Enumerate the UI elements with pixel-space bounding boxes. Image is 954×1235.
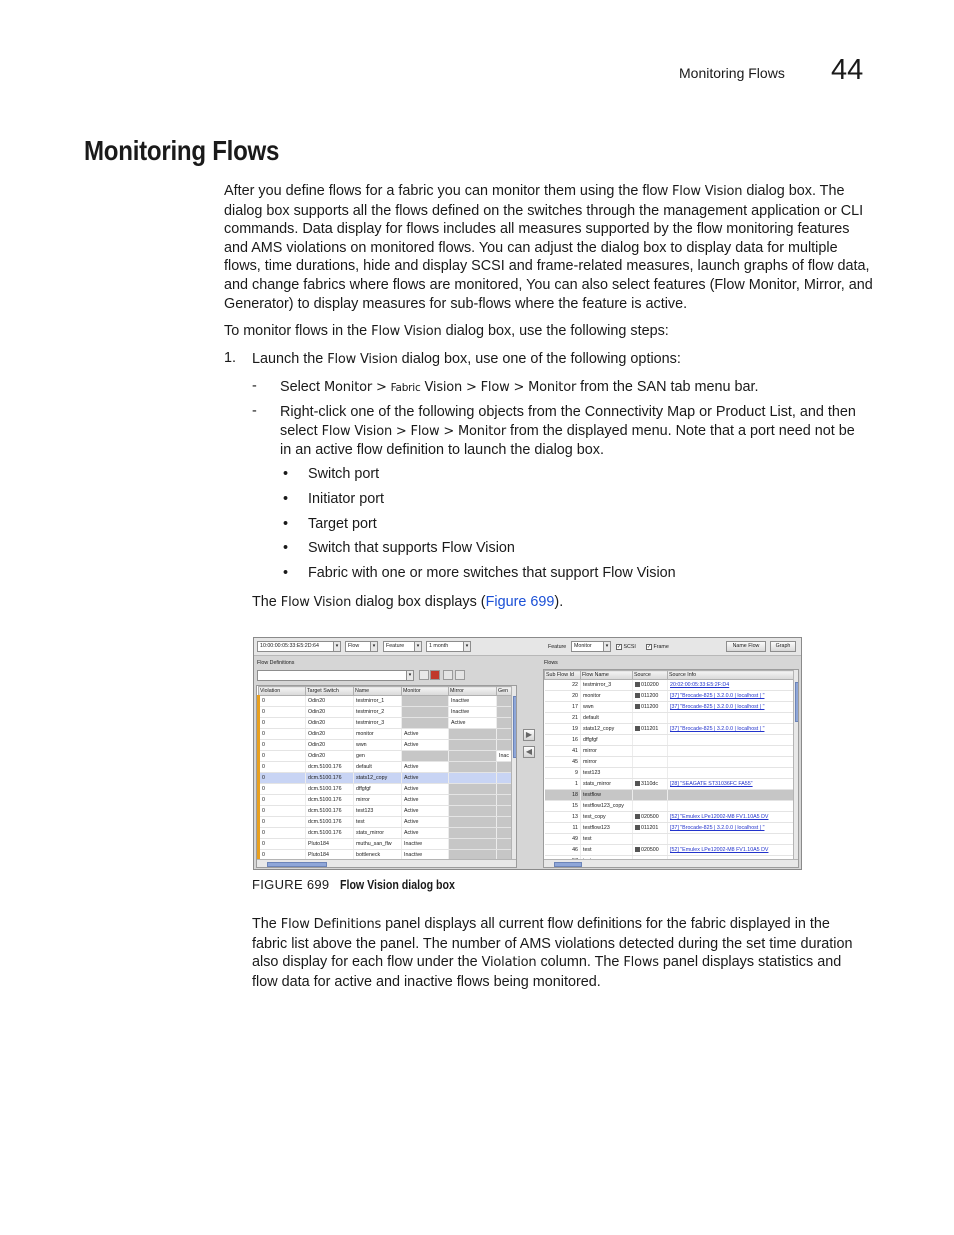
table-row[interactable]: 0 Odin20 wwn Active <box>259 740 513 751</box>
fabric-select[interactable]: 10:00:00:05:33:E5:2D:64 ▾ <box>257 641 341 652</box>
cell-text: 49 <box>572 836 578 842</box>
device-icon <box>635 726 640 731</box>
table-row[interactable] <box>545 845 794 856</box>
bullet-icon: • <box>283 516 289 532</box>
table-cell <box>633 845 668 856</box>
edit-icon[interactable] <box>419 670 429 680</box>
table-row-selected[interactable]: 0 dcm.5100.176 stats12_copy Active <box>259 773 513 784</box>
chevron-down-icon: ▾ <box>463 642 470 651</box>
table-row[interactable]: 0 dcm.5100.176 test123 Active <box>259 806 513 817</box>
vertical-scrollbar[interactable] <box>511 686 517 859</box>
move-up-icon[interactable] <box>443 670 453 680</box>
table-cell <box>581 757 633 768</box>
table-cell <box>581 702 633 713</box>
table-cell <box>581 713 633 724</box>
bullet-icon: • <box>283 565 289 581</box>
cell-text: wwn <box>583 704 594 710</box>
scrollbar-thumb[interactable] <box>513 696 517 758</box>
source-info-link[interactable]: [52] "Emulex LPe12002-M8 FV1.10A5 DV <box>670 814 769 820</box>
table-row[interactable] <box>545 768 794 779</box>
table-cell <box>633 735 668 746</box>
cell-text: 21 <box>572 715 578 721</box>
cell-text: 9 <box>575 770 578 776</box>
table-cell <box>633 724 668 735</box>
horizontal-scrollbar[interactable] <box>544 859 799 868</box>
flow-select[interactable]: Flow ▾ <box>345 641 378 652</box>
table-cell <box>633 834 668 845</box>
source-info-link[interactable]: [28] "SEAGATE ST31036FC FA55" <box>670 781 753 787</box>
step-number: 1. <box>224 350 237 366</box>
table-cell <box>545 779 581 790</box>
check-icon: ✓ <box>647 643 652 650</box>
table-cell <box>668 845 794 856</box>
scsi-checkbox[interactable]: ✓ SCSI <box>617 643 636 650</box>
table-row[interactable]: 0 Odin20 monitor Active <box>259 729 513 740</box>
table-cell <box>581 735 633 746</box>
table-row[interactable] <box>545 713 794 724</box>
option-dash: - <box>252 378 257 394</box>
table-row[interactable]: 0 Odin20 gen Inac <box>259 751 513 762</box>
bullet-item: Initiator port <box>308 491 384 507</box>
cell-text: 17 <box>572 704 578 710</box>
running-header-section: Monitoring Flows <box>679 65 785 81</box>
table-row[interactable]: 0 dcm.5100.176 stats_mirror Active <box>259 828 513 839</box>
table-cell <box>633 713 668 724</box>
flows-title: Flows <box>544 660 558 666</box>
table-cell <box>581 845 633 856</box>
table-row[interactable]: 0 Odin20 testmirror_2 Inactive <box>259 707 513 718</box>
intro-paragraph: After you define flows for a fabric you can monitor them using the flow Flow Vision dialog box. The dialog box supports all the flows defined on the switches through the management application or CLI commands. Data display for flows includes all measures supported by the flow monitoring features and AMS violations on monitored flows. You can adjust the dialog box to display data for multiple flows, time durations, hide and display SCSI and frame-related measures, launch graphs of flow data, and change fabrics where flows are monitored, You can also select features (Flow Monitor, Mirror, and Generator) to display measures for sub-flows where the feature is active. <box>224 183 873 312</box>
table-header-row <box>259 687 513 696</box>
table-cell <box>581 812 633 823</box>
table-cell <box>668 724 794 735</box>
table-cell <box>581 724 633 735</box>
cell-text: 011200 <box>641 704 659 710</box>
dialog-toolbar <box>254 638 801 656</box>
cell-text: 45 <box>572 759 578 765</box>
column-header[interactable]: Target Switch <box>306 687 354 696</box>
cell-text: 19 <box>572 726 578 732</box>
table-cell <box>668 735 794 746</box>
cell-text: 020500 <box>641 814 659 820</box>
source-info-link[interactable]: [37] "Brocade-825 | 3.2.0.0 | localhost | " <box>670 704 765 710</box>
cell-text: 1 <box>575 781 578 787</box>
column-header[interactable]: Name <box>354 687 402 696</box>
cell-text: 011201 <box>641 825 659 831</box>
table-row[interactable] <box>545 757 794 768</box>
cell-text: 020500 <box>641 847 659 853</box>
cell-text: 3110dc <box>641 781 658 787</box>
source-info-link[interactable]: [52] "Emulex LPe12002-M8 FV1.10A5 DV <box>670 847 769 853</box>
cell-text: stats_mirror <box>583 781 611 787</box>
cell-text: 46 <box>572 847 578 853</box>
table-row[interactable]: 0 Pluto184 muthu_san_flw Inactive <box>259 839 513 850</box>
cell-text: testmirror_3 <box>583 682 612 688</box>
table-cell <box>668 790 794 801</box>
feature-value-select[interactable]: Monitor ▾ <box>571 641 611 652</box>
table-row[interactable]: 0 Odin20 testmirror_1 Inactive <box>259 696 513 707</box>
chevron-down-icon: ▾ <box>370 642 377 651</box>
table-row[interactable]: 0 dcm.5100.176 default Active <box>259 762 513 773</box>
cell-text: test123 <box>583 770 601 776</box>
cell-text: 20 <box>572 693 578 699</box>
cell-text: mirror <box>583 759 597 765</box>
table-row[interactable]: 0 Odin20 testmirror_3 Active <box>259 718 513 729</box>
table-cell <box>581 746 633 757</box>
page-title: Monitoring Flows <box>84 135 280 166</box>
bullet-item: Switch port <box>308 466 380 482</box>
option-1-text: Select Monitor > Fabric Vision > Flow > Monitor from the SAN tab menu bar. <box>280 379 759 395</box>
cell-text: test <box>583 836 592 842</box>
move-right-button[interactable]: ▶ <box>523 729 535 741</box>
cell-text: 13 <box>572 814 578 820</box>
cell-text: 11 <box>572 825 578 831</box>
table-cell <box>581 801 633 812</box>
source-info-link[interactable]: [37] "Brocade-825 | 3.2.0.0 | localhost | " <box>670 693 765 699</box>
cell-text: 16 <box>572 737 578 743</box>
cell-text: dffgfgf <box>583 737 598 743</box>
device-icon <box>635 682 640 687</box>
table-row[interactable] <box>545 724 794 735</box>
cell-text: mirror <box>583 748 597 754</box>
table-row[interactable] <box>545 801 794 812</box>
table-row[interactable] <box>545 691 794 702</box>
figure-caption: FIGURE 699 Flow Vision dialog box <box>252 877 456 892</box>
graph-button[interactable]: Graph <box>770 641 796 652</box>
figure-reference-line: The Flow Vision dialog box displays (Figure 699). <box>252 594 564 610</box>
cell-text: 011200 <box>641 693 659 699</box>
table-cell <box>633 680 668 691</box>
cell-text: 010200 <box>641 682 659 688</box>
table-cell <box>545 691 581 702</box>
flow-definitions-table <box>256 685 517 868</box>
table-row[interactable] <box>545 790 794 801</box>
bullet-item: Switch that supports Flow Vision <box>308 540 515 556</box>
table-row[interactable] <box>545 834 794 845</box>
cell-text: testflow <box>583 792 601 798</box>
device-icon <box>635 693 640 698</box>
table-cell <box>545 680 581 691</box>
cell-text: 22 <box>572 682 578 688</box>
chevron-down-icon: ▾ <box>406 671 413 680</box>
table-row[interactable]: 0 dcm.5100.176 mirror Active <box>259 795 513 806</box>
table-cell <box>545 790 581 801</box>
table-row[interactable]: 0 dcm.5100.176 dffgfgf Active <box>259 784 513 795</box>
table-cell <box>668 691 794 702</box>
source-info-link[interactable]: 20:02:00:05:33:E5:2F:D4 <box>670 682 730 688</box>
column-header[interactable]: Mirror <box>449 687 497 696</box>
option-2-text: Right-click one of the following objects from the Connectivity Map or Product List, and then select Flow Vision > Flow > Monitor from the displayed menu. Note that a port need not be in an active flow definition to launch the dialog box. <box>280 404 856 459</box>
table-cell <box>581 680 633 691</box>
device-icon <box>635 814 640 819</box>
table-cell <box>633 746 668 757</box>
flows-table <box>543 669 799 868</box>
scrollbar-thumb[interactable] <box>267 862 327 867</box>
table-cell <box>545 757 581 768</box>
table-cell <box>545 746 581 757</box>
table-cell <box>545 812 581 823</box>
table-cell <box>545 735 581 746</box>
move-left-button[interactable]: ◀ <box>523 746 535 758</box>
table-cell <box>633 702 668 713</box>
table-cell <box>545 702 581 713</box>
table-cell <box>668 834 794 845</box>
table-row[interactable] <box>545 812 794 823</box>
table-cell <box>668 823 794 834</box>
feature-label: Feature <box>548 644 567 650</box>
after-paragraph: The Flow Definitions panel displays all current flow definitions for the fabric displayed in the fabric list above the panel. The number of AMS violations detected during the set time duration also display for each flow under the Violation column. The Flows panel displays statistics and flow data for active and inactive flows being monitored. <box>252 916 853 990</box>
table-cell <box>545 801 581 812</box>
table-row[interactable] <box>545 702 794 713</box>
cell-text: testflow123 <box>583 825 610 831</box>
table-row[interactable]: 0 Pluto184 bottleneck Inactive <box>259 850 513 861</box>
bullet-icon: • <box>283 491 289 507</box>
table-row[interactable] <box>545 680 794 691</box>
table-cell <box>545 768 581 779</box>
table-cell <box>545 845 581 856</box>
column-header[interactable]: Source Info <box>668 671 794 680</box>
steps-intro: To monitor flows in the Flow Vision dialog box, use the following steps: <box>224 323 669 339</box>
table-cell <box>668 746 794 757</box>
frame-checkbox[interactable]: ✓ Frame <box>647 643 669 650</box>
flow-definitions-title: Flow Definitions <box>257 660 295 666</box>
table-cell <box>581 768 633 779</box>
delete-icon[interactable] <box>430 670 440 680</box>
step-1-text: Launch the Flow Vision dialog box, use one of the following options: <box>252 351 681 367</box>
table-cell <box>668 768 794 779</box>
duration-select[interactable]: 1 month ▾ <box>426 641 471 652</box>
source-info-link[interactable]: [37] "Brocade-825 | 3.2.0.0 | localhost | " <box>670 825 765 831</box>
table-cell <box>668 702 794 713</box>
cell-text: testflow123_copy <box>583 803 624 809</box>
figure-link[interactable]: Figure 699 <box>485 594 555 610</box>
chevron-down-icon: ▾ <box>414 642 421 651</box>
table-cell <box>668 757 794 768</box>
bullet-icon: • <box>283 540 289 556</box>
scrollbar-thumb[interactable] <box>554 862 582 867</box>
table-cell <box>581 823 633 834</box>
vertical-scrollbar[interactable] <box>793 670 799 859</box>
table-cell <box>668 812 794 823</box>
column-header[interactable]: Flow Name <box>581 671 633 680</box>
chevron-down-icon: ▾ <box>603 642 610 651</box>
table-cell <box>668 713 794 724</box>
bullet-item: Target port <box>308 516 377 532</box>
table-row[interactable] <box>545 823 794 834</box>
cell-text: test_copy <box>583 814 606 820</box>
table-header-row <box>545 671 794 680</box>
cell-text: 18 <box>572 792 578 798</box>
table-cell <box>545 724 581 735</box>
table-row[interactable] <box>545 746 794 757</box>
check-icon: ✓ <box>617 643 622 650</box>
device-icon <box>635 825 640 830</box>
option-dash: - <box>252 403 257 419</box>
flow-vision-dialog-screenshot <box>253 637 802 870</box>
table-cell <box>668 801 794 812</box>
device-icon <box>635 847 640 852</box>
feature-select[interactable]: Feature ▾ <box>383 641 422 652</box>
horizontal-scrollbar[interactable] <box>257 859 517 868</box>
table-cell <box>581 790 633 801</box>
device-icon <box>635 781 640 786</box>
cell-text: monitor <box>583 693 601 699</box>
scrollbar-thumb[interactable] <box>795 682 799 722</box>
cell-text: test <box>583 847 592 853</box>
chevron-down-icon: ▾ <box>333 642 340 651</box>
table-cell <box>545 713 581 724</box>
table-cell <box>581 779 633 790</box>
column-header[interactable]: Monitor <box>402 687 449 696</box>
column-header[interactable]: Violation <box>259 687 306 696</box>
table-cell <box>633 812 668 823</box>
table-cell <box>633 801 668 812</box>
table-cell <box>633 757 668 768</box>
cell-text: stats12_copy <box>583 726 615 732</box>
flow-definitions-filter[interactable] <box>257 670 414 681</box>
table-cell <box>633 779 668 790</box>
cell-text: 41 <box>572 748 578 754</box>
cell-text: 15 <box>572 803 578 809</box>
column-header[interactable]: Source <box>633 671 668 680</box>
table-cell <box>545 823 581 834</box>
table-cell <box>581 834 633 845</box>
table-row[interactable] <box>545 735 794 746</box>
table-cell <box>633 823 668 834</box>
move-down-icon[interactable] <box>455 670 465 680</box>
chapter-number: 44 <box>831 54 864 86</box>
table-cell <box>545 834 581 845</box>
bullet-icon: • <box>283 466 289 482</box>
table-cell <box>668 779 794 790</box>
table-row[interactable]: 0 dcm.5100.176 test Active <box>259 817 513 828</box>
cell-text: 011201 <box>641 726 659 732</box>
table-cell <box>633 768 668 779</box>
table-cell <box>633 790 668 801</box>
column-header[interactable]: Gen <box>497 687 513 696</box>
cell-text: default <box>583 715 599 721</box>
column-header[interactable]: Sub Flow Id <box>545 671 581 680</box>
name-flow-button[interactable]: Name Flow <box>726 641 766 652</box>
table-cell <box>581 691 633 702</box>
device-icon <box>635 704 640 709</box>
table-cell <box>633 691 668 702</box>
table-cell <box>668 680 794 691</box>
table-row[interactable] <box>545 779 794 790</box>
bullet-item: Fabric with one or more switches that support Flow Vision <box>308 565 676 581</box>
source-info-link[interactable]: [37] "Brocade-825 | 3.2.0.0 | localhost | " <box>670 726 765 732</box>
